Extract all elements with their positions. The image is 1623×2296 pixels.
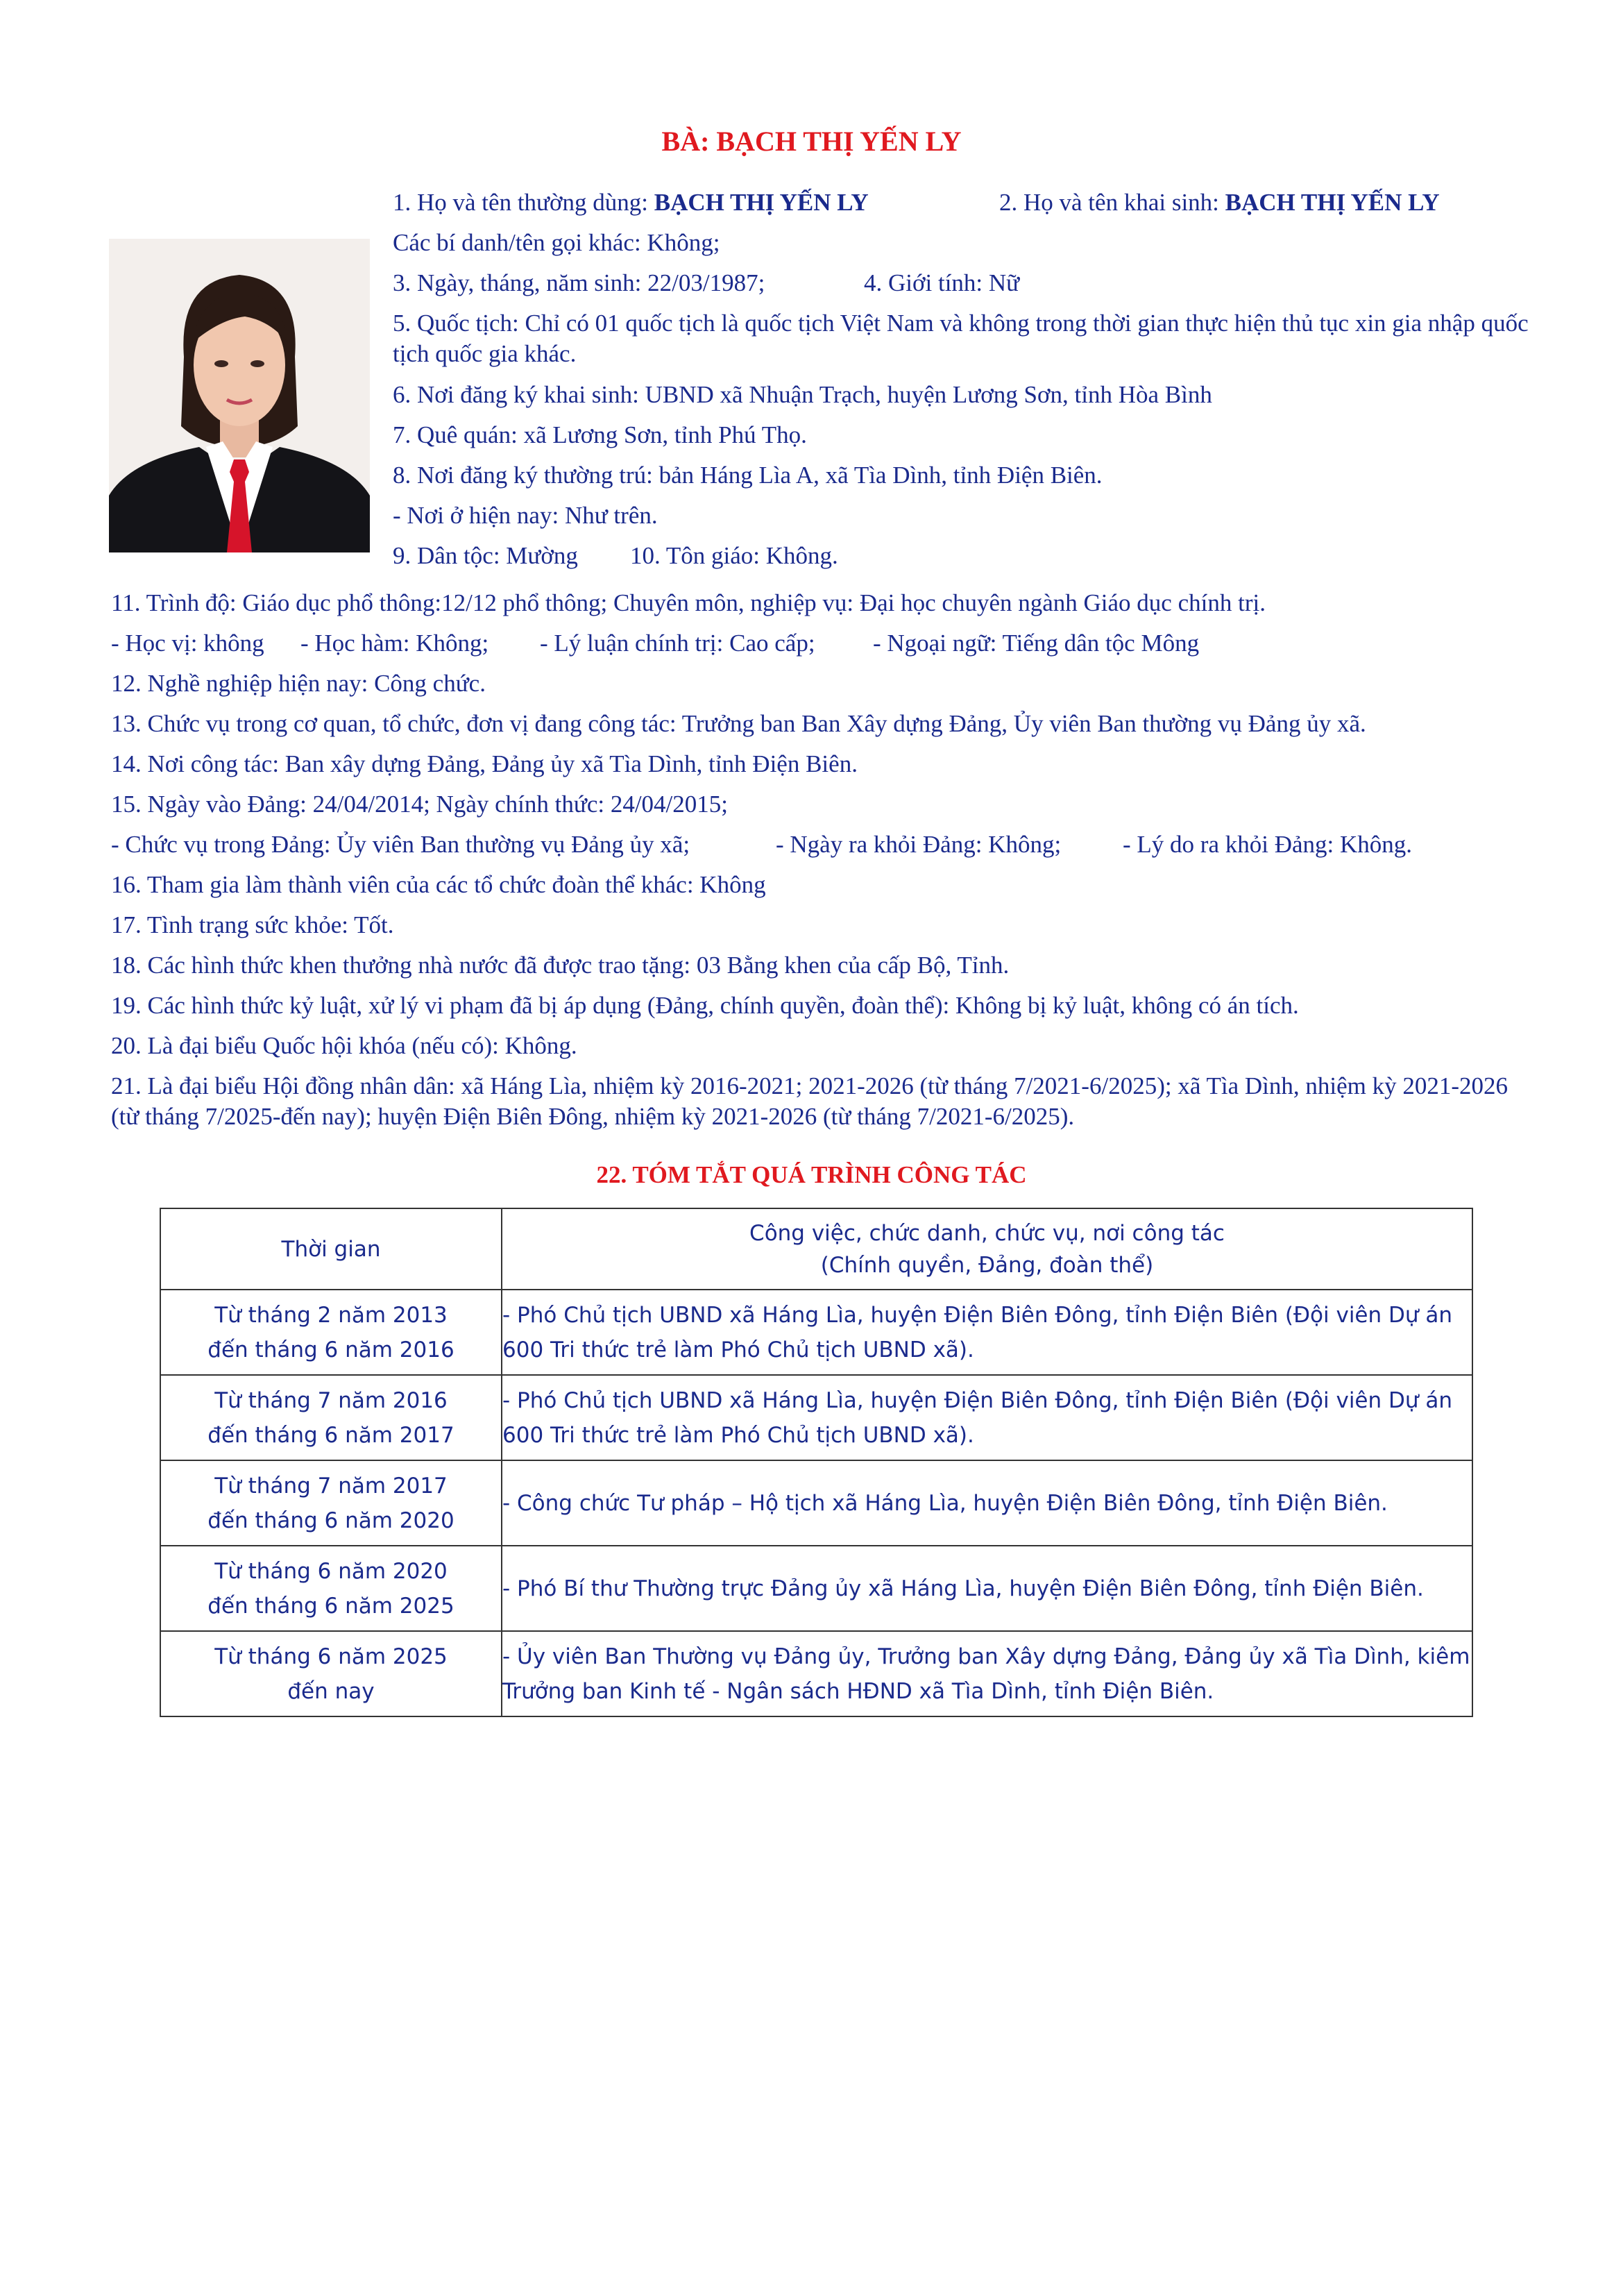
period-to: đến tháng 6 năm 2016 <box>207 1337 454 1362</box>
header-work <box>502 1208 1472 1290</box>
field-political-theory: - Lý luận chính trị: Cao cấp; <box>540 630 815 657</box>
field-birth-registration: 6. Nơi đăng ký khai sinh: UBND xã Nhuận Trạch, huyện Lương Sơn, tỉnh Hòa Bình <box>393 381 1212 408</box>
table-row <box>160 1631 1472 1716</box>
field-2-value: BẠCH THỊ YẾN LY <box>1225 189 1440 216</box>
period-to: đến tháng 6 năm 2017 <box>207 1422 454 1448</box>
field-1-label: 1. Họ và tên thường dùng: <box>393 189 654 216</box>
field-academic-title: - Học hàm: Không; <box>300 630 489 657</box>
field-religion: 10. Tôn giáo: Không. <box>630 542 838 569</box>
period-from: Từ tháng 7 năm 2016 <box>214 1387 448 1413</box>
table-row <box>160 1290 1472 1375</box>
period-cell <box>160 1290 502 1375</box>
field-birth-name-row <box>999 187 1440 218</box>
period-from: Từ tháng 2 năm 2013 <box>214 1302 448 1328</box>
table-row <box>160 1460 1472 1546</box>
field-birth-date: 3. Ngày, tháng, năm sinh: 22/03/1987; <box>393 269 765 296</box>
field-current-residence: - Nơi ở hiện nay: Như trên. <box>393 502 658 529</box>
field-permanent-residence: 8. Nơi đăng ký thường trú: bản Háng Lìa A, xã Tìa Dình, tỉnh Điện Biên. <box>393 462 1103 489</box>
field-education: 11. Trình độ: Giáo dục phổ thông:12/12 phổ thông; Chuyên môn, nghiệp vụ: Đại học chuyên ngành Giáo dục chính trị. <box>111 589 1266 616</box>
header-work-line2: (Chính quyền, Đảng, đoàn thể) <box>820 1252 1154 1278</box>
field-national-assembly: 20. Là đại biểu Quốc hội khóa (nếu có): Không. <box>111 1032 577 1059</box>
period-from: Từ tháng 6 năm 2020 <box>214 1558 448 1584</box>
field-2-label: 2. Họ và tên khai sinh: <box>999 189 1225 216</box>
work-cell: - Ủy viên Ban Thường vụ Đảng ủy, Trưởng ban Xây dựng Đảng, Đảng ủy xã Tìa Dình, kiêm Trưởng ban Kinh tế - Ngân sách HĐND xã Tìa Dình, tỉnh Điện Biên. <box>502 1631 1472 1716</box>
field-party-position: - Chức vụ trong Đảng: Ủy viên Ban thường vụ Đảng ủy xã; <box>111 831 690 858</box>
portrait-image <box>109 239 370 552</box>
field-alias: Các bí danh/tên gọi khác: Không; <box>393 229 720 256</box>
career-section-title: 22. TÓM TẮT QUÁ TRÌNH CÔNG TÁC <box>596 1161 1027 1188</box>
period-cell <box>160 1375 502 1460</box>
field-hometown: 7. Quê quán: xã Lương Sơn, tỉnh Phú Thọ. <box>393 421 807 448</box>
work-cell: - Phó Chủ tịch UBND xã Háng Lìa, huyện Điện Biên Đông, tỉnh Điện Biên (Đội viên Dự án 600 Tri thức trẻ làm Phó Chủ tịch UBND xã). <box>502 1290 1472 1375</box>
field-workplace: 14. Nơi công tác: Ban xây dựng Đảng, Đảng ủy xã Tìa Dình, tỉnh Điện Biên. <box>111 750 858 777</box>
table-row <box>160 1546 1472 1631</box>
field-position: 13. Chức vụ trong cơ quan, tổ chức, đơn vị đang công tác: Trưởng ban Ban Xây dựng Đảng, Ủy viên Ban thường vụ Đảng ủy xã. <box>111 710 1366 737</box>
work-cell: - Công chức Tư pháp – Hộ tịch xã Háng Lìa, huyện Điện Biên Đông, tỉnh Điện Biên. <box>502 1460 1472 1546</box>
field-ethnicity: 9. Dân tộc: Mường <box>393 542 578 569</box>
field-organizations: 16. Tham gia làm thành viên của các tổ chức đoàn thể khác: Không <box>111 871 766 898</box>
field-party-join: 15. Ngày vào Đảng: 24/04/2014; Ngày chính thức: 24/04/2015; <box>111 791 728 818</box>
work-cell: - Phó Chủ tịch UBND xã Háng Lìa, huyện Điện Biên Đông, tỉnh Điện Biên (Đội viên Dự án 600 Tri thức trẻ làm Phó Chủ tịch UBND xã). <box>502 1375 1472 1460</box>
page-title: BÀ: BẠCH THỊ YẾN LY <box>661 126 962 157</box>
work-cell: - Phó Bí thư Thường trực Đảng ủy xã Háng Lìa, huyện Điện Biên Đông, tỉnh Điện Biên. <box>502 1546 1472 1631</box>
period-cell <box>160 1631 502 1716</box>
field-degree: - Học vị: không <box>111 630 264 657</box>
field-party-leave-reason: - Lý do ra khỏi Đảng: Không. <box>1123 831 1413 858</box>
header-time: Thời gian <box>160 1208 502 1290</box>
field-discipline: 19. Các hình thức kỷ luật, xử lý vi phạm đã bị áp dụng (Đảng, chính quyền, đoàn thể): Không bị kỷ luật, không có án tích. <box>111 992 1299 1019</box>
period-to: đến tháng 6 năm 2025 <box>207 1593 454 1619</box>
header-work-line1: Công việc, chức danh, chức vụ, nơi công tác <box>749 1220 1225 1246</box>
field-foreign-language: - Ngoại ngữ: Tiếng dân tộc Mông <box>873 630 1200 657</box>
period-to: đến tháng 6 năm 2020 <box>207 1508 454 1533</box>
career-table <box>160 1208 1473 1717</box>
period-cell <box>160 1460 502 1546</box>
table-row <box>160 1375 1472 1460</box>
field-party-leave-date: - Ngày ra khỏi Đảng: Không; <box>776 831 1062 858</box>
portrait-photo <box>109 239 370 552</box>
period-from: Từ tháng 6 năm 2025 <box>214 1644 448 1669</box>
field-nationality: 5. Quốc tịch: Chỉ có 01 quốc tịch là quốc tịch Việt Nam và không trong thời gian thực hiện thủ tục xin gia nhập quốc tịch quốc gia khác. <box>393 310 1529 367</box>
field-occupation: 12. Nghề nghiệp hiện nay: Công chức. <box>111 670 486 697</box>
field-awards: 18. Các hình thức khen thưởng nhà nước đã được trao tặng: 03 Bằng khen của cấp Bộ, Tỉnh. <box>111 952 1010 979</box>
period-to: đến nay <box>287 1678 375 1704</box>
field-health: 17. Tình trạng sức khỏe: Tốt. <box>111 911 394 938</box>
career-table-header <box>160 1208 1472 1290</box>
field-1-value: BẠCH THỊ YẾN LY <box>654 189 869 216</box>
field-common-name-row <box>393 187 869 218</box>
period-cell <box>160 1546 502 1631</box>
field-peoples-council: 21. Là đại biểu Hội đồng nhân dân: xã Háng Lìa, nhiệm kỳ 2016-2021; 2021-2026 (từ tháng 7/2021-6/2025); xã Tìa Dình, nhiệm kỳ 2021-2026 (từ tháng 7/2025-đến nay); huyện Điện Biên Đông, nhiệm kỳ 2021-2026 (từ tháng 7/2021-6/2025). <box>111 1072 1508 1130</box>
period-from: Từ tháng 7 năm 2017 <box>214 1473 448 1499</box>
field-gender: 4. Giới tính: Nữ <box>864 269 1020 296</box>
